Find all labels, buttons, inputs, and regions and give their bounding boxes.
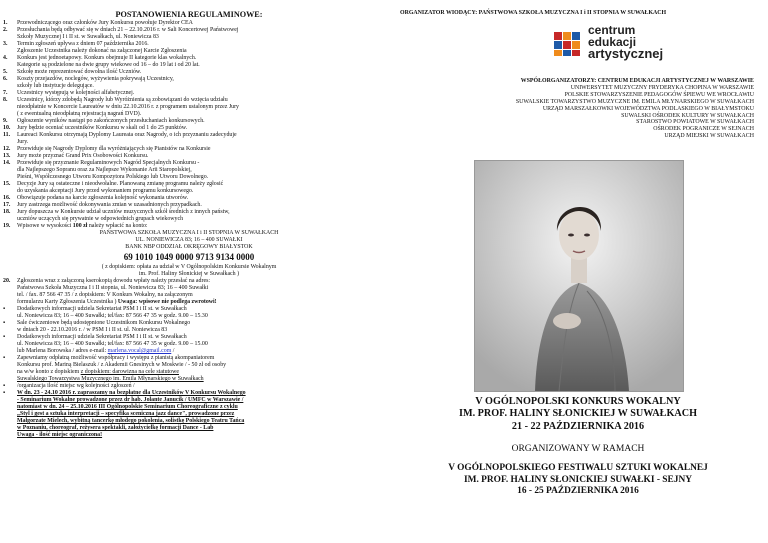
- regulation-item: [3, 97, 375, 118]
- contact-text: lub Marlena Borowska / adres e-mail:: [17, 348, 108, 354]
- co-organizer: UNIWERSYTET MUZYCZNY FRYDERYKA CHOPINA W WARSZAWIE: [570, 84, 754, 91]
- bank-note-line: ( z dopiskiem: opłata za udział w V Ogólnopolskim Konkursie Wokalnym: [101, 264, 277, 270]
- item-text: [17, 125, 375, 132]
- seminar-line: W dn. 23 - 24.10 2016 r. zapraszamy na bezpłatne dla Uczestników V Konkursu Wokalnego: [17, 390, 246, 396]
- item-text: [17, 195, 375, 202]
- fee-amount: 100 zł: [72, 223, 88, 229]
- bullet-text-line: Dodatkowych informacji udziela Sekretariat PSM I i II st. w Suwałkach: [17, 334, 187, 340]
- co-organizer: SUWALSKIE TOWARZYSTWO MUZYCZNE IM. EMILA MŁYNARSKIEGO W SUWAŁKACH: [515, 98, 754, 105]
- regulation-item: [3, 76, 375, 90]
- item-text-line: Kategorie są podzielone na dwie grupy wiekowe od 16 – do 19 lat i od 20 lat.: [17, 62, 200, 68]
- regulation-item: [3, 41, 375, 55]
- item-text-line: ( z ewentualną nieodpłatną rejestracją nagrań DVD).: [17, 111, 142, 117]
- bullet-text-line: ul. Noniewicza 83; 16 – 400 Suwałki; tel/fax: 87 566 47 35 w godz. 9.00 – 15.30: [17, 313, 208, 319]
- item-text-line: Przewodniczącego oraz członków Jury Konkursu powołuje Dyrektor CEA: [17, 20, 193, 26]
- contest-title: [392, 396, 764, 433]
- festival-title-line: 16 - 25 PAŹDZIERNIKA 2016: [517, 486, 639, 497]
- contest-title-line: 21 - 22 PAŹDZIERNIKA 2016: [511, 420, 645, 432]
- item-text-line: Szkoły Muzycznej I i II st. w Suwałkach, ul. Noniewicza 83: [17, 34, 159, 40]
- item-text-line: Państwowa Szkoła Muzyczna I i II stopnia, ul. Noniewicza 83; 16 – 400 Suwałki: [17, 285, 209, 291]
- item-number: 4.: [3, 55, 8, 61]
- item-text-line: Obowiązuje podana na karcie zgłoszenia kolejność wykonania utworów.: [17, 195, 189, 201]
- item-number: 14.: [3, 160, 11, 166]
- logo-mark-icon: [552, 30, 582, 58]
- contest-title-line: V OGÓLNOPOLSKI KONKURS WOKALNY: [475, 396, 681, 407]
- email-link[interactable]: marlena.vocal@gmail.com: [107, 348, 172, 354]
- bullet-text-line: ul. Noniewicza 83; 16 – 400 Suwałki; tel/fax: 87 566 47 35 w godz. 9.00 – 15.00: [17, 341, 208, 347]
- bank-line: PAŃSTWOWA SZKOŁA MUZYCZNA I i II STOPNIA W SUWAŁKACH: [99, 230, 279, 236]
- bullet-marker: ▪: [3, 390, 6, 396]
- item-text-line: Jury dopuszcza w Konkursie udział uczniów muzycznych szkół średnich z innych państw,: [17, 209, 230, 215]
- item-text-line: Jury będzie oceniać uczestników Konkursu w skali od 1 do 25 punktów.: [17, 125, 188, 131]
- donation-note: z dopiskiem: darowizna na cele statutowe: [80, 369, 179, 375]
- item-text-line: Ogłoszenie wyników nastąpi po zakończonych przesłuchaniach konkursowych.: [17, 118, 205, 124]
- cea-logo: [552, 24, 684, 64]
- item-number: 20.: [3, 278, 11, 284]
- item-number: 5.: [3, 69, 8, 75]
- accompanist-line: Zapewniamy odpłatną możliwość współpracy i występu z pianistą akompaniatorem: [17, 355, 215, 361]
- festival-title-line: IM. PROF. HALINY SŁONICKIEJ SUWAŁKI - SEJNY: [464, 474, 692, 485]
- seminar-line: - Seminarium Wokalne prowadzone przez dr hab. Jolante Janucik / UMFC w Warszawie /: [17, 397, 244, 403]
- regulation-item: [3, 153, 375, 160]
- item-text-line: Zgłoszenie Uczestnika należy dokonać na załączonej Karcie Zgłoszenia: [17, 48, 187, 54]
- item-text: [17, 132, 375, 146]
- regulations-panel: [3, 10, 375, 439]
- item-number: 13.: [3, 153, 11, 159]
- bullet-marker: ▪: [3, 320, 6, 326]
- item-text: [17, 181, 375, 195]
- contact-text: /: [171, 348, 175, 354]
- item-number: 1.: [3, 20, 8, 26]
- regulation-item-20: [3, 278, 375, 306]
- organization-note: [3, 383, 375, 390]
- item-text-line: nieodpłatnie w Koncercie Laureatów w dniu 22.10.2016 r. z programem ustalonym przez Jury: [17, 104, 239, 110]
- item-text-line: Koszty przejazdów, noclegów, wyżywienia pokrywają Uczestnicy,: [17, 76, 174, 82]
- bullet-marker: ▪: [3, 334, 6, 340]
- cover-panel: [392, 10, 764, 497]
- bank-details: [3, 230, 375, 251]
- logo-line: centrum: [588, 23, 636, 37]
- item-text: Wpisowe w wysokości: [17, 223, 73, 229]
- item-text-line: Zgłoszenia wraz z załączoną kserokopią dowodu wpłaty należy przesłać na adres:: [17, 278, 210, 284]
- bank-note-line: im. Prof. Haliny Słonickiej w Suwałkach ): [138, 271, 240, 277]
- item-number: 6.: [3, 76, 8, 82]
- festival-title: [392, 463, 764, 498]
- item-text: [17, 20, 375, 27]
- bullet-marker: ▪: [3, 355, 6, 361]
- seminar-line: w Poznaniu, choreograf, reżysera spektakli, założycielkę formacji Dance - Lab: [17, 425, 214, 431]
- portrait-photo: [474, 160, 684, 392]
- item-text: [17, 97, 375, 118]
- contact-line: [3, 348, 375, 355]
- bank-line: BANK NBP ODDZIAŁ OKRĘGOWY BIAŁYSTOK: [125, 244, 253, 250]
- item-text: [17, 146, 375, 153]
- co-organizer: POLSKIE STOWARZYSZENIE PEDAGOGÓW ŚPIEWU WE WROCŁAWIU: [564, 91, 754, 98]
- bank-line: UL. NONIEWICZA 83; 16 – 400 SUWAŁKI: [135, 237, 243, 243]
- accompanist-line: Konkursu prof. Mariną Bielaszuk / z Akademii Gnesinych w Moskwie / - 50 zł od osoby: [17, 362, 227, 368]
- bullet-text: [17, 306, 375, 320]
- seminar-line: Uwaga - ilość miejsc ograniczona!: [17, 432, 103, 438]
- accompanist-line: na w/w konto z dopiskiem z dopiskiem: darowizna na cele statutowe: [17, 369, 179, 375]
- regulation-item: [3, 146, 375, 153]
- item-text-line: szkoły lub instytucje delegujące.: [17, 83, 94, 89]
- regulation-item: [3, 202, 375, 209]
- info-bullets: [3, 306, 375, 348]
- item-number: 19.: [3, 223, 11, 229]
- organization-text: /organizacja ilość miejsc wg kolejności zgłoszeń /: [17, 383, 135, 389]
- item-text: [17, 202, 375, 209]
- co-organizer: STAROSTWO POWIATOWE W SUWAŁKACH: [636, 119, 754, 126]
- regulation-item: [3, 27, 375, 41]
- regulation-item: [3, 132, 375, 146]
- item-text: [17, 209, 375, 223]
- seminar-line: Małgorzate Mielech, wybitną tancerkę młodego pokolenia, solistkę Polskiego Teatru Tańca: [17, 418, 245, 424]
- regulation-item: [3, 118, 375, 125]
- item-number: 10.: [3, 125, 11, 131]
- logo-line: artystycznej: [588, 46, 664, 61]
- item-number: 9.: [3, 118, 8, 124]
- item-number: 15.: [3, 181, 11, 187]
- lead-organizer: ORGANIZATOR WIODĄCY: PAŃSTWOWA SZKOŁA MUZYCZNA I i II STOPNIA W SUWAŁKACH: [400, 10, 667, 16]
- seminar-line: „Styl i gest a sztuka interpretacji – specyfika sceniczna jazz dance", prowadzone przez: [17, 411, 235, 417]
- info-bullet: [3, 306, 375, 320]
- bullet-text: [17, 320, 375, 334]
- item-text-line: Konkurs jest jednoetapowy. Konkurs obejmuje II kategorie klas wokalnych.: [17, 55, 197, 61]
- bank-note: [3, 264, 375, 278]
- regulation-item: [3, 160, 375, 181]
- item-text-line: Uczestnicy, którzy zdobędą Nagrody lub Wyróżnienia są zobowiązani do wzięcia udziału: [17, 97, 228, 103]
- item-text: [17, 69, 375, 76]
- item-number: 18.: [3, 209, 11, 215]
- item-text: [17, 118, 375, 125]
- info-bullet: [3, 320, 375, 334]
- contest-title-line: IM. PROF. HALINY SŁONICKIEJ W SUWAŁKACH: [458, 408, 698, 420]
- item-text-line: dla Najlepszego Sopranu oraz za Najlepsze Wykonanie Arii Staropolskiej,: [17, 167, 192, 173]
- co-organizer: URZĄD MARSZAŁKOWKI WOJEWÓDZTWA PODLASKIEGO W BIAŁYMSTOKU: [542, 105, 754, 112]
- regulation-item: [3, 209, 375, 223]
- regulation-item: [3, 55, 375, 69]
- item-text-line: Jury.: [17, 139, 29, 145]
- bullet-text-line: w dniach 20 - 22.10.2016 r. / w PSM I i II st. ul. Noniewicza 83: [17, 327, 168, 333]
- item-text: [17, 55, 375, 69]
- item-number: 12.: [3, 146, 11, 152]
- bullet-marker: ▪: [3, 383, 6, 389]
- seminar-line: natomiast w dn. 24 – 25.10.2016 III Ogólnopolskie Seminarium Choreograficzne z cyklu: [17, 404, 238, 410]
- item-text: [17, 27, 375, 41]
- regulations-title: POSTANOWIENIA REGULAMINOWE:: [115, 10, 263, 19]
- item-text-line: Laureaci Konkursu otrzymają Dyplomy Laureata oraz Nagrody, o ich przyznaniu zadecyduje: [17, 132, 237, 138]
- bullet-text-line: Dodatkowych informacji udziela Sekretariat PSM I i II st. w Suwałkach: [17, 306, 187, 312]
- regulation-item: [3, 125, 375, 132]
- co-organizer: URZĄD MIEJSKI W SUWAŁKACH: [664, 133, 754, 140]
- bullet-marker: ▪: [3, 306, 6, 312]
- co-organizers-head: WSPÓŁORGANIZATORZY: CENTRUM EDUKACJI ARTYSTYCZNEJ W WARSZAWIE: [520, 78, 754, 84]
- bank-account-number: 69 1010 1049 0000 9713 9134 0000: [123, 252, 255, 262]
- item-text-line: Przewiduje się przyznanie Regulaminowych Nagród Specjalnych Konkursu -: [17, 160, 200, 166]
- co-organizer: SUWALSKI OŚRODEK KULTURY W SUWAŁKACH: [621, 112, 754, 119]
- co-organizer: OŚRODEK POGRANICZE W SEJNACH: [653, 126, 754, 133]
- regulations-list: [3, 20, 375, 223]
- refund-warning: Uwaga: wpisowe nie podlega zwrotowi!: [116, 299, 217, 305]
- item-text-line: Pieśni, Współczesnego Utworu Kompozytora Polskiego lub Utworu Dowolnego.: [17, 174, 209, 180]
- bullet-text: [17, 334, 375, 348]
- item-text-line: Jury zastrzega możliwość dokonywania zmian w uzasadnionych przypadkach.: [17, 202, 202, 208]
- item-text-line: Uczestnicy występują w kolejności alfabetycznej.: [17, 90, 135, 96]
- item-text-line: Jury może przyznać Grand Prix Osobowości Konkursu.: [17, 153, 149, 159]
- item-text-line: Szkołę może reprezentować dowolna ilość Uczniów.: [17, 69, 142, 75]
- regulation-item-19: [3, 223, 375, 230]
- item-text: należy wpłacić na konto:: [87, 223, 148, 229]
- item-text-line: Termin zgłoszeń upływa z dniem 07 października 2016.: [17, 41, 149, 47]
- regulation-item: [3, 181, 375, 195]
- seminar-info: [3, 390, 375, 439]
- item-number: 11.: [3, 132, 11, 138]
- info-bullet: [3, 334, 375, 348]
- item-text-line: Decyzje Jury są ostateczne i nieodwołalne. Planowaną zmianę programu należy zgłosić: [17, 181, 224, 187]
- regulation-item: [3, 20, 375, 27]
- item-number: 2.: [3, 27, 8, 33]
- regulation-item: [3, 90, 375, 97]
- item-number: 7.: [3, 90, 8, 96]
- item-text-line: do uzyskania akceptacji Jury przed wykonaniem programu konkursowego.: [17, 188, 194, 194]
- accompanist-line: Suwalskiego Towarzystwa Muzycznego im. Emila Młynarskiego w Suwałkach: [17, 376, 204, 382]
- regulation-item: [3, 69, 375, 76]
- bullet-text-line: Sale ćwiczeniowe będą udostępnione Uczestnikom Konkursu Wokalnego: [17, 320, 191, 326]
- item-text-line: uczniów uczących się prywatnie w odpowiednich grupach wiekowych: [17, 216, 184, 222]
- item-text: [17, 160, 375, 181]
- item-text: [17, 90, 375, 97]
- festival-title-line: V OGÓLNOPOLSKIEGO FESTIWALU SZTUKI WOKALNEJ: [448, 463, 708, 474]
- portrait-image: [475, 161, 683, 391]
- co-organizers: [392, 78, 764, 140]
- item-text-line: Przewiduje się Nagrody Dyplomy dla wyróżniających się Pianistów na Konkursie: [17, 146, 211, 152]
- item-text: [17, 76, 375, 90]
- regulation-item: [3, 195, 375, 202]
- organized-within: ORGANIZOWANY W RAMACH: [511, 444, 645, 455]
- logo-line: edukacji: [588, 35, 637, 49]
- item-text-line: formularzu Karty Zgłoszenia Uczestnika ) Uwaga: wpisowe nie podlega zwrotowi!: [17, 299, 217, 305]
- item-number: 3.: [3, 41, 8, 47]
- item-number: 17.: [3, 202, 11, 208]
- item-text-line: Przesłuchania będą odbywać się w dniach 21 – 22.10.2016 r. w Sali Koncertowej Państwowej: [17, 27, 239, 33]
- item-number: 16.: [3, 195, 11, 201]
- accompanist-info: [3, 355, 375, 383]
- item-number: 8.: [3, 97, 8, 103]
- event-title-block: [392, 396, 764, 498]
- item-text: [17, 41, 375, 55]
- item-text-line: tel. / fax. 87 566 47 35 / z dopiskiem: V Konkurs Wokalny, na załączonym: [17, 292, 193, 298]
- item-text: [17, 153, 375, 160]
